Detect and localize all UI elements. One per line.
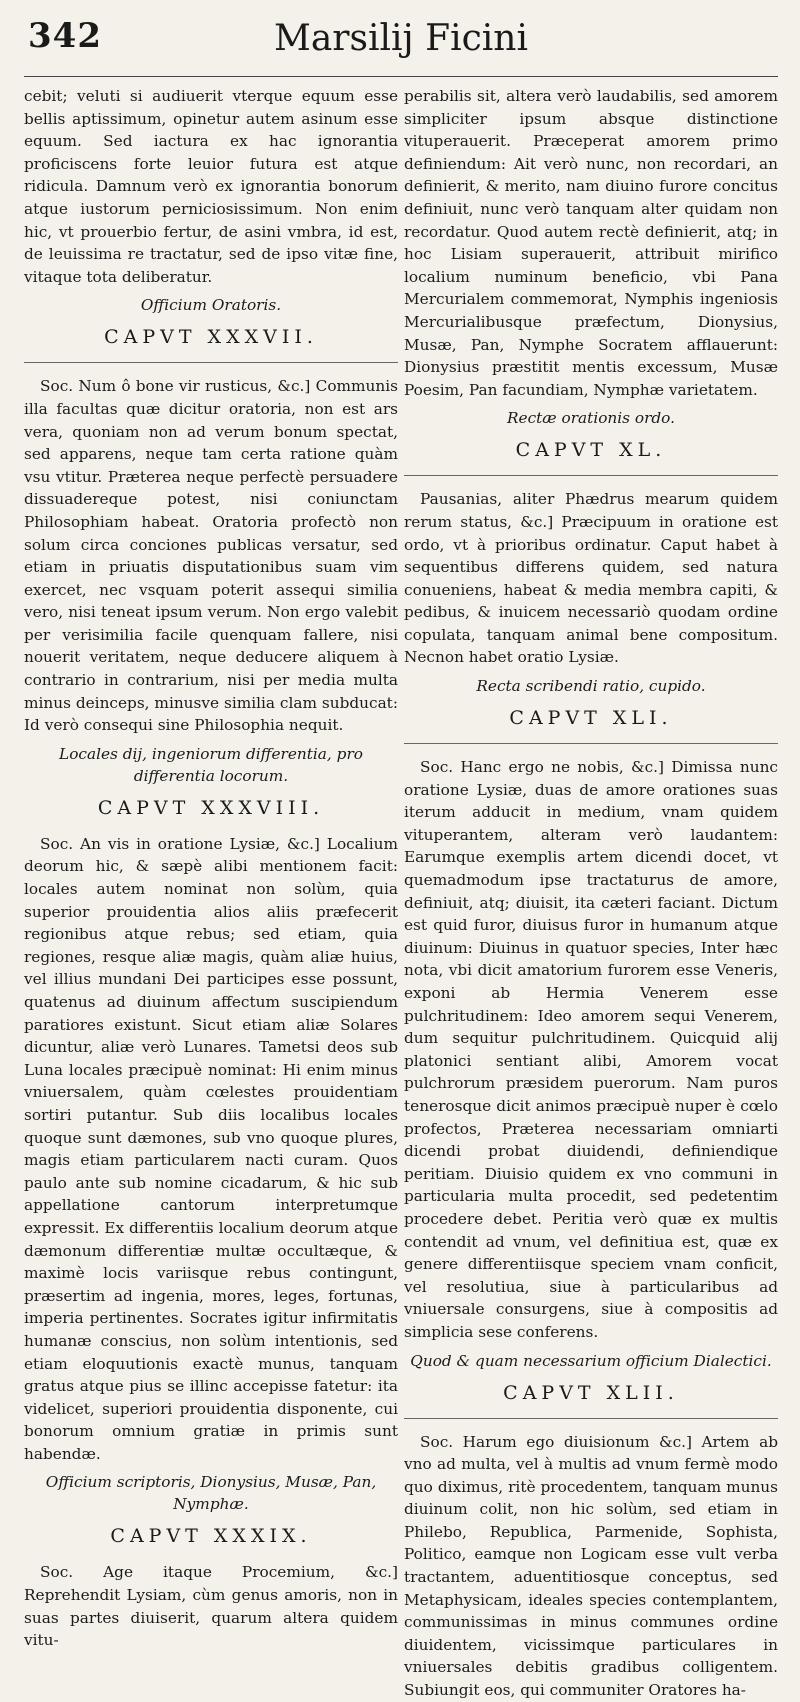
paragraph: Soc. Hanc ergo ne nobis, &c.] Dimissa nunc oratione Lysiæ, duas de amore orationes suas iterum adducit in medium, vnam quidem vituperantem, alteram verò laudantem: Earumque exemplis artem dicendi docet, vt quemadmodum ipse tractaturus de amore, definiuit, atq; diuisit, ita cæteri faciant. Dictum est quid furor, diuisus furor in humanum atque diuinum: Diuinus in quatuor species, Inter hæc nota, vbi dicit amatorium furorem esse Veneris, exponi ab Hermia Venerem esse pulchritudinem: Ideo amorem sequi Venerem, dum sequitur pulchritudinem. Quicquid alij platonici sentiant alibi, Amorem vocat pulchrorum præsidem puerorum. Nam puros tenerosque dicit animos præcipuè nuper è cœlo profectos, Præterea necessariam omniarti dicendi probat diuidendi, definiendique peritiam. Diuisio quidem ex vno communi in particularia multa procedit, sed pedetentim procedere debet. Peritia verò quæ ex multis contendit ad vnum, vel definitiua est, quæ ex genere differentiisque speciem vnam conficit, vel resolutiua, siue à particularibus ad vniuersale consurgens, siue à compositis ad simplicia sese conferens. [404,758,778,1341]
divider [404,475,778,476]
right-column [404,85,778,1702]
section-caption: Quod & quam necessarium officium Dialectici. [410,1351,772,1370]
section-caption: Rectæ orationis ordo. [507,409,675,428]
running-title: Marsilij Ficini [273,18,529,59]
section-caption: Officium scriptoris, Dionysius, Musæ, Pan, Nymphæ. [45,1473,377,1514]
chapter-heading: CAPVT XXXVIII. [97,796,325,819]
section-caption: Locales dij, ingeniorum differentia, pro differentia locorum. [59,744,363,785]
page-header [24,14,778,77]
paragraph: Soc. Num ô bone vir rusticus, &c.] Communis illa facultas quæ dicitur oratoria, non est ars vera, quoniam non ad verum bonum spectat, sed apparens, neque tam certa ratione quàm vsu vtitur. Præterea neque perfectè persuadere dissuadereque potest, nisi coniunctam Philosophiam habeat. Oratoria profectò non solum circa conciones publicas versatur, sed etiam in priuatis disputationibus suam vim exercet, nec vsquam poterit assequi similia vero, nisi teneat ipsum verum. Non ergo valebit per verisimilia facile quenquam fallere, nisi nouerit veritatem, neque deducere aliquem à contrario in contrarium, nisi per media multa minus deinceps, minusve similia clam subducat: Id verò consequi sine Philosophia nequit. [24,377,398,735]
chapter-heading: CAPVT XXXIX. [110,1525,312,1548]
left-column [24,85,398,1702]
paragraph: Soc. Harum ego diuisionum &c.] Artem ab vno ad multa, vel à multis ad vnum fermè modo quo diximus, ritè procedentem, tanquam munus diuinum colit, non hic solùm, sed etiam in Philebo, Republica, Parmenide, Sophista, Politico, eamque non Logicam esse vult verba tractantem, aduentitiosque conceptus, sed Metaphysicam, ideales species contemplantem, communissimas in minus communes ordine diuidentem, vicissimque particulares in vniuersales debitis gradibus colligentem. Subiungit eos, qui communiter Oratores ha- [404,1432,778,1700]
chapter-heading: CAPVT XL. [515,439,667,462]
chapter-heading: CAPVT XLII. [503,1381,679,1404]
page-number: 342 [28,16,102,56]
paragraph: Pausanias, aliter Phædrus mearum quidem rerum status, &c.] Præcipuum in oratione est ordo, vt à prioribus ordinatur. Caput habet à sequentibus differens quidem, sed natura conueniens, habeat & media membra capiti, & pedibus, & inuicem necessariò quodam ordine copulata, tanquam animal bene compositum. Necnon habet oratio Lysiæ. [404,490,778,667]
divider [24,362,398,363]
section-caption: Recta scribendi ratio, cupido. [476,677,706,696]
chapter-heading: CAPVT XLI. [509,707,673,730]
chapter-heading: CAPVT XXXVII. [104,326,318,349]
divider [404,743,778,744]
divider [404,1418,778,1419]
text-columns [24,85,778,1702]
section-caption: Officium Oratoris. [140,296,282,315]
paragraph: perabilis sit, altera verò laudabilis, sed amorem simpliciter ipsum absque distinctione vituperauerit. Præceperat amorem primo definiendum: Ait verò nunc, non recordari, an definierit, & merito, nam diuino furore concitus definiuit, nunc verò tanquam alter quidam non recordatur. Quod autem rectè definierit, atq; in hoc Lisiam superauerit, attribuit mirifico localium numinum beneficio, vbi Pana Mercurialem commemorat, Nymphis ingeniosis Mercurialibusque præfectum, Dionysius, Musæ, Pan, Nymphe Socratem afflauerunt: Dionysius præstitit mentis excessum, Musæ Poesim, Pan facundiam, Nymphæ varietatem. [404,87,778,399]
paragraph: Soc. An vis in oratione Lysiæ, &c.] Localium deorum hic, & sæpè alibi mentionem facit: locales autem nominat non solùm, quia superior prouidentia alios aliis præfecerit regionibus atque rebus; sed etiam, quia regiones, resque aliæ magis, quàm aliæ huius, vel illius mundani Dei participes esse possunt, quatenus ad diuinum affectum suscipiendum paratiores existunt. Sicut etiam aliæ Solares dicuntur, aliæ verò Lunares. Tametsi deos sub Luna locales præcipuè nominat: Hi enim minus vniuersalem, quàm cœlestes prouidentiam sortiri putantur. Sub diis localibus locales quoque sunt dæmones, sub vno quoque plures, magis etiam particularem nacti curam. Quos paulo ante sub nomine cicadarum, & hic sub appellatione cantorum interpretumque expressit. Ex differentiis localium deorum atque dæmonum differentiæ multæ occultæque, & maximè locis variisque rebus contingunt, præsertim ad ingenia, mores, leges, fortunas, imperia pertinentes. Socrates igitur infirmitatis humanæ conscius, non solùm intentionis, sed etiam eloquutionis exactè munus, tanquam gratus atque pius se illinc accepisse fatetur: ita videlicet, superiori prouidentia disponente, cui bonorum omnium gratiæ in primis sunt habendæ. [24,834,398,1463]
paragraph: Soc. Age itaque Procemium, &c.] Reprehendit Lysiam, cùm genus amoris, non in suas partes diuiserit, quarum altera quidem vitu- [24,1563,398,1650]
paragraph: cebit; veluti si audiuerit vterque equum esse bellis aptissimum, opinetur autem asinum esse equum. Sed iactura ex hac ignorantia proficiscens forte leuior futura est atque ridicula. Damnum verò ex ignorantia bonorum atque iustorum perniciosissimum. Non enim hic, vt prouerbio fertur, de asini vmbra, id est, de leuissima re tractatur, sed de ipso vitæ fine, vitaque tota deliberatur. [24,87,398,286]
